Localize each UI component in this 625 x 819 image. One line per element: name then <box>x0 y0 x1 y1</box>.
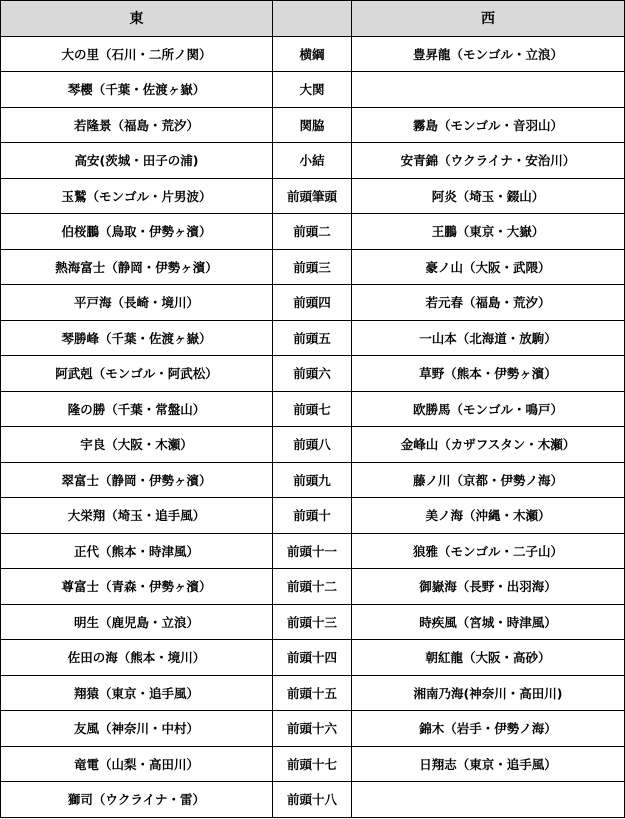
west-wrestler-cell: 狼雅（モンゴル・二子山） <box>352 533 625 569</box>
rank-cell: 前頭十三 <box>273 604 352 640</box>
header-east: 東 <box>1 1 273 37</box>
rank-cell: 前頭十 <box>273 498 352 534</box>
east-wrestler-cell: 玉鷲（モンゴル・片男波） <box>1 178 273 214</box>
east-wrestler-cell: 琴勝峰（千葉・佐渡ヶ嶽） <box>1 320 273 356</box>
table-row <box>1 427 625 463</box>
rank-cell: 前頭十七 <box>273 746 352 782</box>
table-row <box>1 178 625 214</box>
east-wrestler-cell: 友風（神奈川・中村） <box>1 711 273 747</box>
rank-cell: 前頭五 <box>273 320 352 356</box>
rank-cell: 前頭十八 <box>273 782 352 818</box>
east-wrestler-cell: 高安(茨城・田子の浦) <box>1 143 273 179</box>
table-row <box>1 285 625 321</box>
table-row <box>1 356 625 392</box>
rank-cell: 前頭八 <box>273 427 352 463</box>
rank-cell: 前頭十五 <box>273 675 352 711</box>
west-wrestler-cell: 朝紅龍（大阪・高砂） <box>352 640 625 676</box>
east-wrestler-cell: 大栄翔（埼玉・追手風） <box>1 498 273 534</box>
table-row <box>1 711 625 747</box>
rank-cell: 小結 <box>273 143 352 179</box>
table-row <box>1 640 625 676</box>
west-wrestler-cell: 王鵬（東京・大嶽） <box>352 214 625 250</box>
table-row <box>1 143 625 179</box>
east-wrestler-cell: 明生（鹿児島・立浪） <box>1 604 273 640</box>
west-wrestler-cell: 日翔志（東京・追手風） <box>352 746 625 782</box>
rank-cell: 関脇 <box>273 107 352 143</box>
rank-cell: 前頭十一 <box>273 533 352 569</box>
east-wrestler-cell: 翔猿（東京・追手風） <box>1 675 273 711</box>
table-row <box>1 107 625 143</box>
west-wrestler-cell: 一山本（北海道・放駒） <box>352 320 625 356</box>
east-wrestler-cell: 宇良（大阪・木瀬） <box>1 427 273 463</box>
west-wrestler-cell: 若元春（福島・荒汐） <box>352 285 625 321</box>
table-row <box>1 72 625 108</box>
rank-cell: 前頭十六 <box>273 711 352 747</box>
rank-cell: 大関 <box>273 72 352 108</box>
rank-cell: 横綱 <box>273 36 352 72</box>
east-wrestler-cell: 熱海富士（静岡・伊勢ヶ濱） <box>1 249 273 285</box>
table-row <box>1 391 625 427</box>
east-wrestler-cell: 尊富士（青森・伊勢ヶ濱） <box>1 569 273 605</box>
table-row <box>1 675 625 711</box>
rank-cell: 前頭二 <box>273 214 352 250</box>
rank-cell: 前頭筆頭 <box>273 178 352 214</box>
east-wrestler-cell: 琴櫻（千葉・佐渡ヶ嶽） <box>1 72 273 108</box>
east-wrestler-cell: 隆の勝（千葉・常盤山） <box>1 391 273 427</box>
header-west: 西 <box>352 1 625 37</box>
table-body <box>1 36 625 817</box>
rank-cell: 前頭三 <box>273 249 352 285</box>
table-row <box>1 533 625 569</box>
west-wrestler-cell: 豊昇龍（モンゴル・立浪） <box>352 36 625 72</box>
east-wrestler-cell: 平戸海（長崎・境川） <box>1 285 273 321</box>
west-wrestler-cell: 藤ノ川（京都・伊勢ノ海） <box>352 462 625 498</box>
east-wrestler-cell: 伯桜鵬（鳥取・伊勢ヶ濱） <box>1 214 273 250</box>
west-wrestler-cell: 時疾風（宮城・時津風） <box>352 604 625 640</box>
table-row <box>1 746 625 782</box>
table-row <box>1 569 625 605</box>
table-row <box>1 604 625 640</box>
table-header <box>1 1 625 37</box>
table-row <box>1 320 625 356</box>
rank-cell: 前頭十二 <box>273 569 352 605</box>
table-row <box>1 214 625 250</box>
rank-cell: 前頭七 <box>273 391 352 427</box>
west-wrestler-cell: 湘南乃海(神奈川・高田川) <box>352 675 625 711</box>
west-wrestler-cell: 金峰山（カザフスタン・木瀬） <box>352 427 625 463</box>
west-wrestler-cell: 欧勝馬（モンゴル・鳴戸） <box>352 391 625 427</box>
east-wrestler-cell: 大の里（石川・二所ノ関） <box>1 36 273 72</box>
rank-cell: 前頭四 <box>273 285 352 321</box>
table-row <box>1 782 625 818</box>
header-row <box>1 1 625 37</box>
rank-cell: 前頭九 <box>273 462 352 498</box>
west-wrestler-cell: 錦木（岩手・伊勢ノ海） <box>352 711 625 747</box>
west-wrestler-cell <box>352 782 625 818</box>
east-wrestler-cell: 竜電（山梨・高田川） <box>1 746 273 782</box>
east-wrestler-cell: 獅司（ウクライナ・雷） <box>1 782 273 818</box>
west-wrestler-cell: 御嶽海（長野・出羽海） <box>352 569 625 605</box>
west-wrestler-cell: 豪ノ山（大阪・武隈） <box>352 249 625 285</box>
west-wrestler-cell: 草野（熊本・伊勢ヶ濱） <box>352 356 625 392</box>
table-row <box>1 462 625 498</box>
west-wrestler-cell: 霧島（モンゴル・音羽山） <box>352 107 625 143</box>
table-row <box>1 36 625 72</box>
table-row <box>1 249 625 285</box>
west-wrestler-cell: 阿炎（埼玉・錣山） <box>352 178 625 214</box>
east-wrestler-cell: 翠富士（静岡・伊勢ヶ濱） <box>1 462 273 498</box>
rank-cell: 前頭十四 <box>273 640 352 676</box>
east-wrestler-cell: 若隆景（福島・荒汐） <box>1 107 273 143</box>
east-wrestler-cell: 佐田の海（熊本・境川） <box>1 640 273 676</box>
rank-cell: 前頭六 <box>273 356 352 392</box>
east-wrestler-cell: 正代（熊本・時津風） <box>1 533 273 569</box>
west-wrestler-cell <box>352 72 625 108</box>
header-rank <box>273 1 352 37</box>
west-wrestler-cell: 安青錦（ウクライナ・安治川） <box>352 143 625 179</box>
east-wrestler-cell: 阿武剋（モンゴル・阿武松） <box>1 356 273 392</box>
table-row <box>1 498 625 534</box>
west-wrestler-cell: 美ノ海（沖縄・木瀬） <box>352 498 625 534</box>
